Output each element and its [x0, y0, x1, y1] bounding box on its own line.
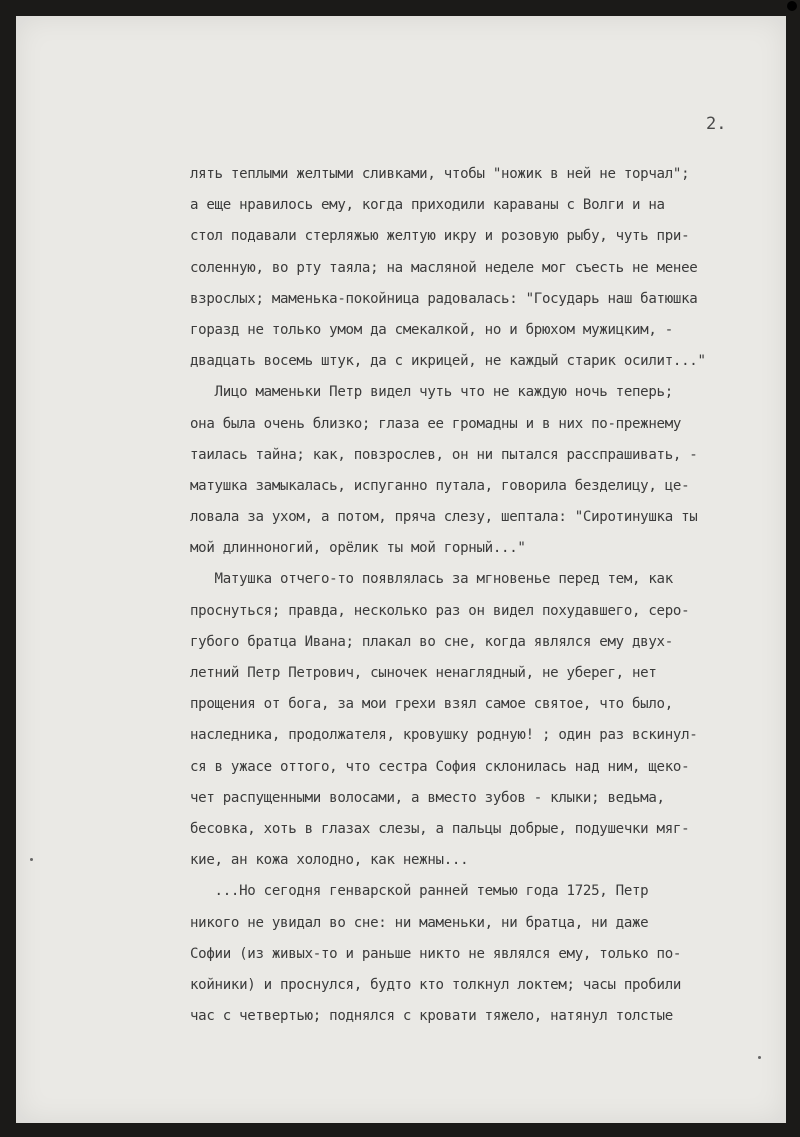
typewritten-page [16, 16, 786, 1123]
text-line: соленную, во рту таяла; на масляной неделе мог съесть не менее [190, 259, 698, 276]
text-line: летний Петр Петрович, сыночек ненаглядный, не уберег, нет [190, 665, 657, 681]
text-line: Лицо маменьки Петр видел чуть что не каждую ночь теперь; [190, 384, 673, 401]
paper-speck [30, 858, 33, 861]
text-line: горазд не только умом да смекалкой, но и брюхом мужицким, - [190, 321, 673, 338]
text-line: она была очень близко; глаза ее громадны и в них по-прежнему [190, 415, 682, 432]
page-number: 2. [706, 114, 727, 134]
text-line: ловала за ухом, а потом, пряча слезу, шептала: "Сиротинушка ты [190, 509, 698, 526]
body-text [190, 159, 790, 1032]
text-line: чет распущенными волосами, а вместо зубов - клыки; ведьма, [190, 789, 665, 806]
text-line: ...Но сегодня генварской ранней темью года 1725, Петр [190, 883, 649, 900]
text-line: проснуться; правда, несколько раз он видел похудавшего, серо- [190, 602, 690, 619]
text-line: койники) и проснулся, будто кто толкнул локтем; часы пробили [190, 976, 682, 993]
text-line: лять теплыми желтыми сливками, чтобы "ножик в ней не торчал"; [190, 166, 690, 182]
text-line: матушка замыкалась, испуганно путала, говорила безделицу, це- [190, 477, 690, 494]
text-line: прощения от бога, за мои грехи взял самое святое, что было, [190, 696, 673, 713]
text-line: двадцать восемь штук, да с икрицей, не каждый старик осилит..." [190, 353, 706, 370]
text-line: Софии (из живых-то и раньше никто не являлся ему, только по- [190, 945, 682, 962]
text-line: никого не увидал во сне: ни маменьки, ни братца, ни даже [190, 914, 649, 931]
text-line: губого братца Ивана; плакал во сне, когда являлся ему двух- [190, 633, 673, 650]
text-line: взрослых; маменька-покойница радовалась: "Государь наш батюшка [190, 290, 698, 307]
text-line: мой длинноногий, орёлик ты мой горный..." [190, 540, 526, 557]
text-line: стол подавали стерляжью желтую икру и розовую рыбу, чуть при- [190, 228, 690, 245]
text-line: ся в ужасе оттого, что сестра София склонилась над ним, щеко- [190, 758, 690, 775]
text-line: бесовка, хоть в глазах слезы, а пальцы добрые, подушечки мяг- [190, 820, 690, 837]
text-line: Матушка отчего-то появлялась за мгновенье перед тем, как [190, 571, 673, 588]
text-line: а еще нравилось ему, когда приходили караваны с Волги и на [190, 197, 665, 214]
text-line: кие, ан кожа холодно, как нежны... [190, 852, 469, 869]
page-corner-mark [787, 1, 797, 11]
text-line: наследника, продолжателя, кровушку родную! ; один раз вскинул- [190, 727, 698, 744]
text-line: таилась тайна; как, повзрослев, он ни пытался расспрашивать, - [190, 446, 698, 463]
paper-speck [758, 1056, 761, 1059]
text-line: час с четвертью; поднялся с кровати тяжело, натянул толстые [190, 1008, 673, 1025]
